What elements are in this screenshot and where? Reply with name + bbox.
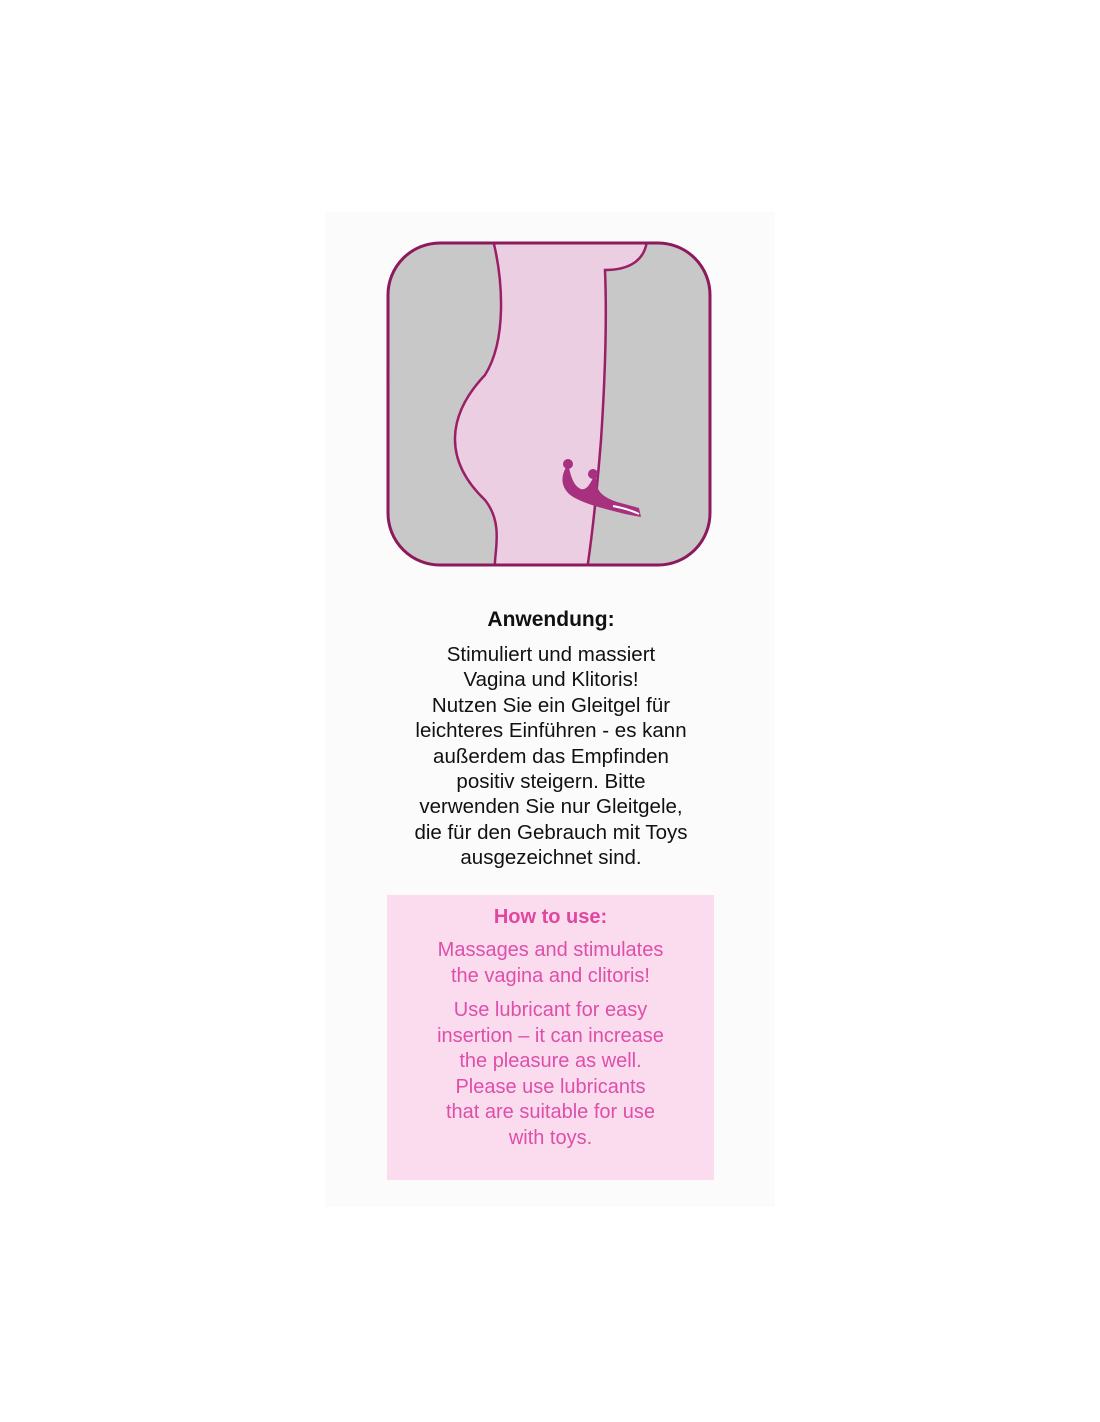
english-line: Please use lubricants bbox=[455, 1075, 646, 1098]
english-line: the vagina and clitoris! bbox=[450, 964, 650, 987]
english-line: insertion – it can increase bbox=[437, 1024, 664, 1047]
english-paragraph-2 bbox=[387, 998, 714, 1151]
usage-illustration-icon bbox=[385, 240, 713, 570]
english-line: the pleasure as well. bbox=[459, 1050, 642, 1072]
german-body bbox=[380, 642, 722, 871]
german-instructions bbox=[380, 602, 722, 871]
german-line: die für den Gebrauch mit Toys bbox=[414, 820, 688, 844]
english-line: with toys. bbox=[508, 1126, 593, 1149]
english-heading: How to use: bbox=[493, 906, 608, 928]
german-line: außerdem das Empfinden bbox=[433, 744, 669, 768]
german-line: verwenden Sie nur Gleitgele, bbox=[419, 795, 683, 819]
german-line: Vagina und Klitoris! bbox=[463, 668, 639, 692]
english-line: Massages and stimulates bbox=[437, 939, 664, 961]
german-line: leichteres Einführen - es kann bbox=[415, 719, 687, 743]
german-line: Stimuliert und massiert bbox=[446, 643, 656, 666]
german-line: Nutzen Sie ein Gleitgel für bbox=[431, 693, 671, 717]
usage-illustration bbox=[385, 240, 713, 570]
english-paragraph-1 bbox=[387, 938, 714, 989]
german-line: ausgezeichnet sind. bbox=[460, 846, 642, 870]
english-instructions-box bbox=[387, 895, 714, 1180]
german-heading: Anwendung: bbox=[487, 608, 615, 631]
english-line: Use lubricant for easy bbox=[453, 999, 648, 1021]
german-line: positiv steigern. Bitte bbox=[456, 770, 646, 794]
english-line: that are suitable for use bbox=[445, 1101, 655, 1123]
